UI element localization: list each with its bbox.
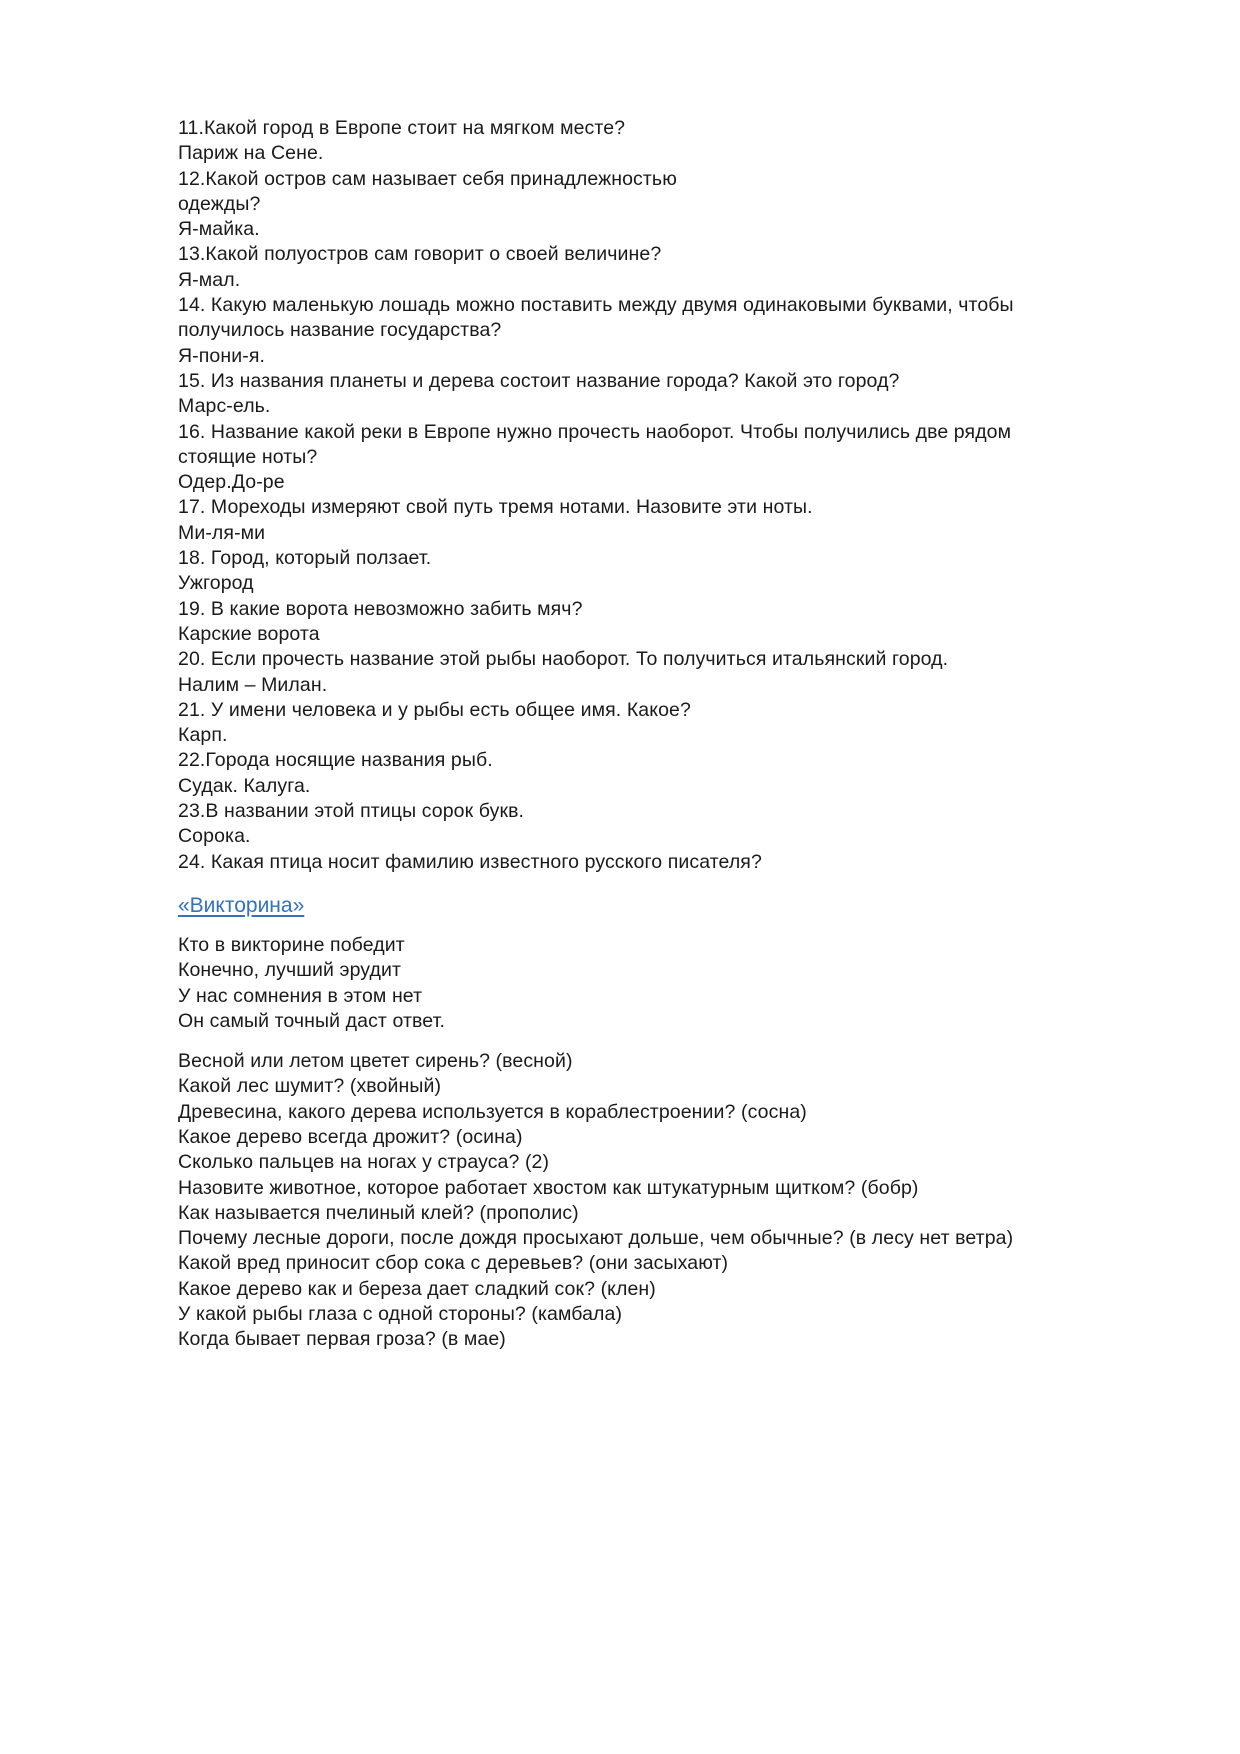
riddle-line: Ми-ля-ми — [178, 521, 266, 544]
poem-line: У нас сомнения в этом нет — [178, 984, 423, 1007]
riddle-line: одежды? — [178, 192, 261, 215]
quiz-poem — [178, 933, 1178, 1034]
quiz-question: Как называется пчелиный клей? (прополис) — [178, 1201, 579, 1224]
quiz-question: Какое дерево как и береза дает сладкий сок? (клен) — [178, 1277, 656, 1300]
riddle-line: 16. Название какой реки в Европе нужно прочесть наоборот. Чтобы получились две рядом — [178, 420, 1012, 443]
poem-line: Он самый точный даст ответ. — [178, 1009, 445, 1032]
quiz-question: Какой лес шумит? (хвойный) — [178, 1075, 442, 1098]
quiz-question: Почему лесные дороги, после дождя просыхают дольше, чем обычные? (в лесу нет ветра) — [178, 1227, 1014, 1250]
quiz-question: Какое дерево всегда дрожит? (осина) — [178, 1125, 523, 1148]
riddle-line: Я-майка. — [178, 218, 260, 241]
riddle-line: 18. Город, который ползает. — [178, 547, 432, 570]
riddle-line: Я-мал. — [178, 268, 241, 291]
riddle-line: Сорока. — [178, 825, 251, 848]
quiz-question: Сколько пальцев на ногах у страуса? (2) — [178, 1151, 550, 1174]
riddle-line: Я-пони-я. — [178, 344, 266, 367]
riddle-line: стоящие ноты? — [178, 445, 318, 468]
riddle-line: Налим – Милан. — [178, 673, 328, 696]
quiz-question: Когда бывает первая гроза? (в мае) — [178, 1328, 506, 1351]
riddle-line: 12.Какой остров сам называет себя принадлежностью — [178, 167, 677, 190]
quiz-question: Какой вред приносит сбор сока с деревьев? (они засыхают) — [178, 1252, 729, 1275]
riddle-line: 24. Какая птица носит фамилию известного русского писателя? — [178, 850, 762, 873]
quiz-question: У какой рыбы глаза с одной стороны? (камбала) — [178, 1303, 623, 1326]
riddle-line: 21. У имени человека и у рыбы есть общее имя. Какое? — [178, 698, 691, 721]
poem-line: Кто в викторине победит — [178, 933, 405, 956]
riddle-line: 11.Какой город в Европе стоит на мягком месте? — [178, 117, 626, 139]
quiz-question: Древесина, какого дерева используется в кораблестроении? (сосна) — [178, 1100, 807, 1123]
riddle-line: 13.Какой полуостров сам говорит о своей величине? — [178, 243, 662, 266]
riddle-line: 15. Из названия планеты и дерева состоит название города? Какой это город? — [178, 369, 900, 392]
riddle-line: Париж на Сене. — [178, 142, 324, 165]
quiz-title-link[interactable]: «Викторина» — [178, 893, 305, 917]
riddles-section — [178, 116, 1178, 875]
quiz-questions — [178, 1049, 1178, 1353]
poem-line: Конечно, лучший эрудит — [178, 959, 401, 982]
riddle-line: 14. Какую маленькую лошадь можно поставить между двумя одинаковыми буквами, чтобы — [178, 294, 1014, 317]
riddle-line: 23.В названии этой птицы сорок букв. — [178, 800, 525, 823]
riddle-line: Марс-ель. — [178, 395, 271, 418]
riddle-line: Карские ворота — [178, 622, 320, 645]
riddle-line: Одер.До-ре — [178, 471, 285, 494]
riddle-line: получилось название государства? — [178, 319, 502, 342]
quiz-question: Весной или летом цветет сирень? (весной) — [178, 1050, 573, 1073]
riddle-line: 22.Города носящие названия рыб. — [178, 749, 493, 772]
document-page — [178, 116, 1178, 1353]
riddle-line: Ужгород — [178, 572, 254, 595]
riddle-line: 17. Мореходы измеряют свой путь тремя нотами. Назовите эти ноты. — [178, 496, 813, 519]
riddle-line: 19. В какие ворота невозможно забить мяч? — [178, 597, 583, 620]
riddle-line: 20. Если прочесть название этой рыбы наоборот. То получиться итальянский город. — [178, 648, 949, 671]
riddle-line: Судак. Калуга. — [178, 774, 311, 797]
quiz-question: Назовите животное, которое работает хвостом как штукатурным щитком? (бобр) — [178, 1176, 919, 1199]
riddle-line: Карп. — [178, 724, 228, 747]
